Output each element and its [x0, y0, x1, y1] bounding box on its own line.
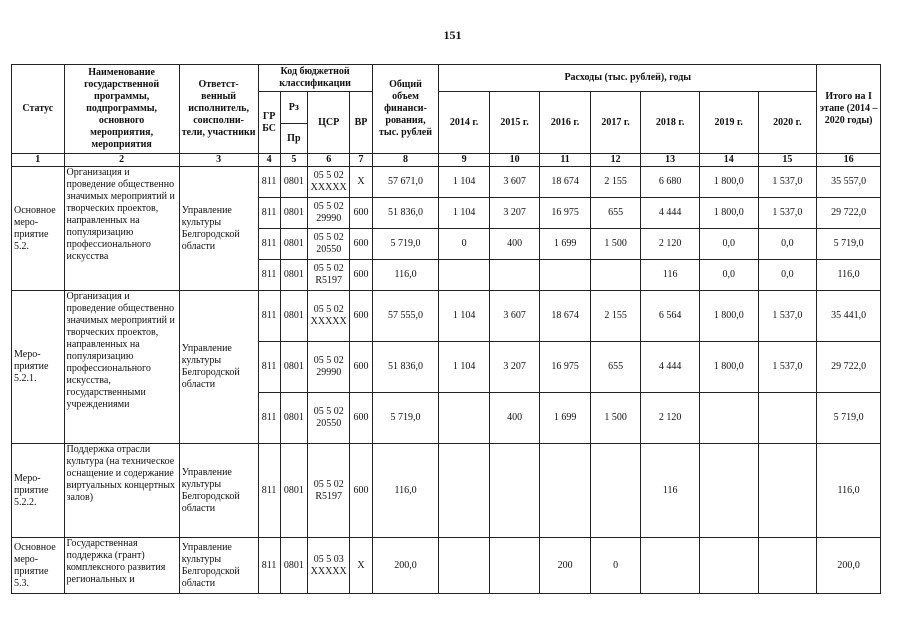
header-vr: ВР: [350, 92, 372, 154]
year-value-cell: 1 537,0: [758, 167, 817, 198]
total-cell: 5 719,0: [372, 229, 439, 260]
header-year-2018: 2018 г.: [641, 92, 700, 154]
header-year-2019: 2019 г.: [699, 92, 758, 154]
header-rz: Рз: [280, 92, 307, 124]
csr-cell: 05 5 02 29990: [307, 342, 349, 393]
csr-cell: 05 5 02 29990: [307, 198, 349, 229]
year-value-cell: 3 607: [489, 167, 540, 198]
year-value-cell: 1 500: [590, 393, 641, 444]
column-index: 14: [699, 154, 758, 167]
year-value-cell: 3 207: [489, 342, 540, 393]
grbs-cell: 811: [258, 229, 280, 260]
program-name-cell: Государственная поддержка (грант) комплексного развития региональных и: [64, 538, 179, 594]
header-status: Статус: [12, 65, 65, 154]
column-index: 13: [641, 154, 700, 167]
year-value-cell: [699, 393, 758, 444]
column-index: 16: [817, 154, 881, 167]
year-value-cell: [540, 444, 591, 538]
total-cell: 51 836,0: [372, 342, 439, 393]
total-cell: 51 836,0: [372, 198, 439, 229]
year-value-cell: 6 564: [641, 291, 700, 342]
year-value-cell: [489, 444, 540, 538]
executor-cell: Управление культуры Белгородской области: [179, 538, 258, 594]
year-value-cell: 6 680: [641, 167, 700, 198]
year-value-cell: 1 699: [540, 229, 591, 260]
table-header: [12, 65, 881, 167]
year-value-cell: 116: [641, 260, 700, 291]
executor-cell: Управление культуры Белгородской области: [179, 444, 258, 538]
year-value-cell: 400: [489, 393, 540, 444]
header-total: Общий объем финанси-рования, тыс. рублей: [372, 65, 439, 154]
table-row: [12, 444, 881, 538]
year-value-cell: 3 207: [489, 198, 540, 229]
year-value-cell: 16 975: [540, 198, 591, 229]
column-index: 2: [64, 154, 179, 167]
year-value-cell: 4 444: [641, 342, 700, 393]
year-value-cell: 0,0: [699, 260, 758, 291]
rzpr-cell: 0801: [280, 229, 307, 260]
year-value-cell: [758, 538, 817, 594]
stage-total-cell: 29 722,0: [817, 342, 881, 393]
year-value-cell: [489, 260, 540, 291]
year-value-cell: [758, 444, 817, 538]
year-value-cell: 2 120: [641, 393, 700, 444]
rzpr-cell: 0801: [280, 444, 307, 538]
year-value-cell: 0,0: [758, 229, 817, 260]
status-cell: Меро-приятие 5.2.2.: [12, 444, 65, 538]
grbs-cell: 811: [258, 198, 280, 229]
column-index: 1: [12, 154, 65, 167]
year-value-cell: [489, 538, 540, 594]
year-value-cell: 0: [590, 538, 641, 594]
stage-total-cell: 35 441,0: [817, 291, 881, 342]
year-value-cell: 18 674: [540, 167, 591, 198]
rzpr-cell: 0801: [280, 198, 307, 229]
stage-total-cell: 116,0: [817, 260, 881, 291]
year-value-cell: 1 500: [590, 229, 641, 260]
year-value-cell: 3 607: [489, 291, 540, 342]
total-cell: 116,0: [372, 260, 439, 291]
year-value-cell: [699, 444, 758, 538]
stage-total-cell: 200,0: [817, 538, 881, 594]
year-value-cell: [439, 260, 490, 291]
stage-total-cell: 35 557,0: [817, 167, 881, 198]
table-row: [12, 538, 881, 594]
year-value-cell: 1 104: [439, 291, 490, 342]
header-year-2017: 2017 г.: [590, 92, 641, 154]
year-value-cell: 1 699: [540, 393, 591, 444]
status-cell: Основное меро-приятие 5.2.: [12, 167, 65, 291]
year-value-cell: [758, 393, 817, 444]
program-name-cell: Организация и проведение общественно значимых мероприятий и творческих проектов, направленных на популяризацию профессионального искусства: [64, 167, 179, 291]
table-body: [12, 167, 881, 594]
table-row: [12, 291, 881, 342]
stage-total-cell: 5 719,0: [817, 229, 881, 260]
column-index: 6: [307, 154, 349, 167]
rzpr-cell: 0801: [280, 260, 307, 291]
header-year-2016: 2016 г.: [540, 92, 591, 154]
vr-cell: 600: [350, 444, 372, 538]
year-value-cell: 1 800,0: [699, 198, 758, 229]
vr-cell: 600: [350, 260, 372, 291]
header-executor: Ответст-венный исполнитель, соисполни-тели, участники: [179, 65, 258, 154]
year-value-cell: 400: [489, 229, 540, 260]
year-value-cell: [439, 444, 490, 538]
header-csr: ЦСР: [307, 92, 349, 154]
total-cell: 200,0: [372, 538, 439, 594]
year-value-cell: 655: [590, 198, 641, 229]
header-year-2015: 2015 г.: [489, 92, 540, 154]
vr-cell: 600: [350, 393, 372, 444]
column-index: 8: [372, 154, 439, 167]
year-value-cell: 4 444: [641, 198, 700, 229]
rzpr-cell: 0801: [280, 342, 307, 393]
grbs-cell: 811: [258, 444, 280, 538]
year-value-cell: 1 800,0: [699, 167, 758, 198]
total-cell: 57 671,0: [372, 167, 439, 198]
stage-total-cell: 5 719,0: [817, 393, 881, 444]
year-value-cell: 1 800,0: [699, 291, 758, 342]
vr-cell: 600: [350, 291, 372, 342]
executor-cell: Управление культуры Белгородской области: [179, 167, 258, 291]
csr-cell: 05 5 02 R5197: [307, 260, 349, 291]
vr-cell: X: [350, 167, 372, 198]
year-value-cell: [439, 538, 490, 594]
rzpr-cell: 0801: [280, 393, 307, 444]
year-value-cell: 1 800,0: [699, 342, 758, 393]
total-cell: 5 719,0: [372, 393, 439, 444]
table-row: [12, 167, 881, 198]
year-value-cell: 655: [590, 342, 641, 393]
year-value-cell: 2 155: [590, 291, 641, 342]
page-number: 151: [443, 28, 462, 42]
csr-cell: 05 5 02 20550: [307, 393, 349, 444]
header-budget-code: Код бюджетной классификации: [258, 65, 372, 92]
header-year-2014: 2014 г.: [439, 92, 490, 154]
column-index: 10: [489, 154, 540, 167]
grbs-cell: 811: [258, 291, 280, 342]
column-index: 9: [439, 154, 490, 167]
header-stage-total: Итого на I этапе (2014 – 2020 годы): [817, 65, 881, 154]
header-expenses: Расходы (тыс. рублей), годы: [439, 65, 817, 92]
csr-cell: 05 5 02 XXXXX: [307, 167, 349, 198]
column-index: 11: [540, 154, 591, 167]
year-value-cell: [540, 260, 591, 291]
year-value-cell: 1 104: [439, 342, 490, 393]
year-value-cell: 1 104: [439, 198, 490, 229]
grbs-cell: 811: [258, 260, 280, 291]
year-value-cell: 0,0: [758, 260, 817, 291]
grbs-cell: 811: [258, 167, 280, 198]
vr-cell: 600: [350, 342, 372, 393]
year-value-cell: 1 537,0: [758, 291, 817, 342]
vr-cell: X: [350, 538, 372, 594]
year-value-cell: 200: [540, 538, 591, 594]
column-index: 4: [258, 154, 280, 167]
grbs-cell: 811: [258, 538, 280, 594]
grbs-cell: 811: [258, 393, 280, 444]
year-value-cell: 2 120: [641, 229, 700, 260]
year-value-cell: [590, 444, 641, 538]
grbs-cell: 811: [258, 342, 280, 393]
year-value-cell: [641, 538, 700, 594]
header-program: Наименование государственной программы, подпрограммы, основного мероприятия, мероприятия: [64, 65, 179, 154]
year-value-cell: 1 104: [439, 167, 490, 198]
stage-total-cell: 29 722,0: [817, 198, 881, 229]
vr-cell: 600: [350, 198, 372, 229]
vr-cell: 600: [350, 229, 372, 260]
rzpr-cell: 0801: [280, 538, 307, 594]
column-index: 15: [758, 154, 817, 167]
year-value-cell: 0: [439, 229, 490, 260]
header-pr: Пр: [280, 124, 307, 154]
year-value-cell: 16 975: [540, 342, 591, 393]
status-cell: Меро-приятие 5.2.1.: [12, 291, 65, 444]
column-index-row: [12, 154, 881, 167]
column-index: 5: [280, 154, 307, 167]
stage-total-cell: 116,0: [817, 444, 881, 538]
column-index: 7: [350, 154, 372, 167]
csr-cell: 05 5 02 XXXXX: [307, 291, 349, 342]
rzpr-cell: 0801: [280, 291, 307, 342]
status-cell: Основное меро-приятие 5.3.: [12, 538, 65, 594]
year-value-cell: 0,0: [699, 229, 758, 260]
program-name-cell: Организация и проведение общественно значимых мероприятий и творческих проектов, направленных на популяризацию профессионального искусства, государственными учреждениями: [64, 291, 179, 444]
csr-cell: 05 5 03 XXXXX: [307, 538, 349, 594]
header-year-2020: 2020 г.: [758, 92, 817, 154]
csr-cell: 05 5 02 20550: [307, 229, 349, 260]
column-index: 3: [179, 154, 258, 167]
total-cell: 57 555,0: [372, 291, 439, 342]
year-value-cell: [439, 393, 490, 444]
csr-cell: 05 5 02 R5197: [307, 444, 349, 538]
year-value-cell: 18 674: [540, 291, 591, 342]
year-value-cell: [699, 538, 758, 594]
year-value-cell: [590, 260, 641, 291]
header-grbs: ГР БС: [258, 92, 280, 154]
column-index: 12: [590, 154, 641, 167]
executor-cell: Управление культуры Белгородской области: [179, 291, 258, 444]
rzpr-cell: 0801: [280, 167, 307, 198]
year-value-cell: 1 537,0: [758, 342, 817, 393]
year-value-cell: 1 537,0: [758, 198, 817, 229]
total-cell: 116,0: [372, 444, 439, 538]
year-value-cell: 116: [641, 444, 700, 538]
year-value-cell: 2 155: [590, 167, 641, 198]
budget-table: [11, 64, 881, 594]
program-name-cell: Поддержка отрасли культура (на техническое оснащение и содержание виртуальных концертных залов): [64, 444, 179, 538]
